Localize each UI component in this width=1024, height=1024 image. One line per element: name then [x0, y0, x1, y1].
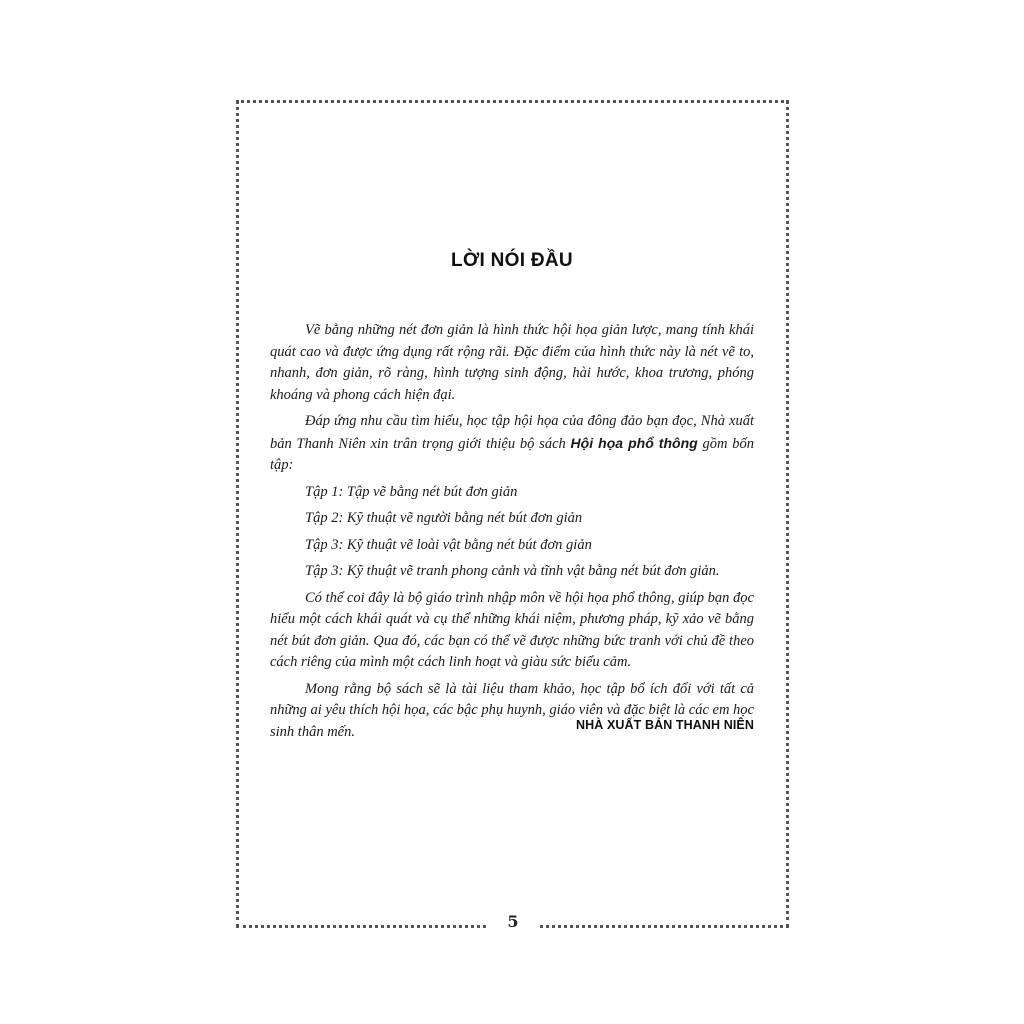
preface-body — [270, 320, 754, 748]
series-intro-text: Đáp ứng nhu cầu tìm hiểu, học tập hội họa của đông đảo bạn đọc, Nhà xuất bản Thanh Niên xin trân trọng giới thiệu bộ sách — [270, 413, 754, 452]
page-frame-left — [236, 100, 239, 928]
page-frame-bottom-right — [540, 925, 789, 928]
volume-item: Tập 3: Kỹ thuật vẽ tranh phong cảnh và tĩnh vật bằng nét bút đơn giản. — [305, 563, 720, 579]
page-frame-right — [786, 100, 789, 928]
paragraph-intro: Vẽ bằng những nét đơn giản là hình thức hội họa giản lược, mang tính khái quát cao và được ứng dụng rất rộng rãi. Đặc điểm của hình thức này là nét vẽ to, nhanh, đơn giản, rõ ràng, hình tượng sinh động, hài hước, khoa trương, phóng khoáng và phong cách hiện đại. — [270, 322, 754, 403]
page-number: 5 — [507, 912, 519, 931]
paragraph-closing: Mong rằng bộ sách sẽ là tài liệu tham khảo, học tập bổ ích đối với tất cả những ai yêu thích hội họa, các bậc phụ huynh, giáo viên và đặc biệt là các em học sinh thân mến. — [270, 680, 754, 740]
volume-item: Tập 2: Kỹ thuật vẽ người bằng nét bút đơn giản — [305, 510, 583, 526]
volume-item: Tập 3: Kỹ thuật vẽ loài vật bằng nét bút đơn giản — [305, 536, 592, 553]
page-title: LỜI NÓI ĐẦU — [451, 250, 573, 271]
series-intro-tail: gồm bốn tập: — [270, 435, 754, 473]
paragraph-series-intro — [270, 411, 754, 477]
paragraph-purpose: Có thể coi đây là bộ giáo trình nhập môn về hội họa phổ thông, giúp bạn đọc hiểu một cách khái quát và cụ thể những khái niệm, phương pháp, kỹ xảo vẽ bằng nét bút đơn giản. Qua đó, các bạn có thể vẽ được những bức tranh với chủ đề theo cách riêng của mình một cách linh hoạt và giàu sức biểu cảm. — [270, 589, 754, 670]
volume-item: Tập 1: Tập vẽ bằng nét bút đơn giản — [305, 483, 518, 500]
publisher-signature: NHÀ XUẤT BẢN THANH NIÊN — [576, 718, 754, 732]
page-frame-bottom-left — [236, 925, 486, 928]
page-frame-top — [236, 100, 789, 103]
book-series-title: Hội họa phổ thông — [570, 434, 698, 451]
